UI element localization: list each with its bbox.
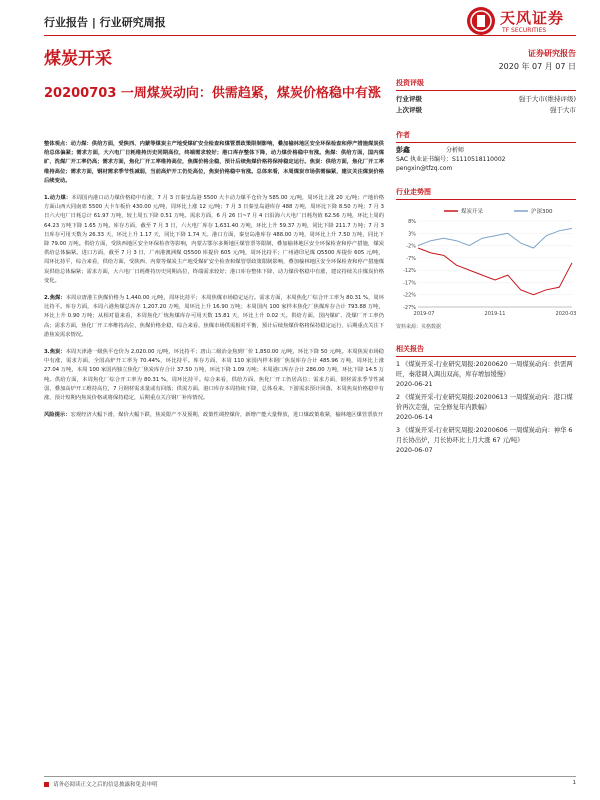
related-section-title: 相关报告 bbox=[396, 344, 576, 357]
y-tick-label: -2% bbox=[406, 243, 416, 250]
industry-name: 煤炭开采 bbox=[44, 49, 112, 69]
related-report-date: 2020-06-07 bbox=[396, 447, 433, 454]
x-tick-label: 2020-03 bbox=[555, 311, 576, 317]
author-name: 彭鑫 bbox=[396, 146, 410, 154]
chart-source: 资料来源：贝格数据 bbox=[396, 324, 442, 330]
page-number: 1 bbox=[572, 780, 576, 786]
x-tick-label: 2019-07 bbox=[413, 311, 435, 317]
author-cert: SAC 执业证书编号：S1110518110002 bbox=[396, 156, 506, 163]
y-tick-label: 8% bbox=[408, 219, 416, 225]
section-lead: 2.焦煤： bbox=[44, 295, 66, 302]
related-report-date: 2020-06-14 bbox=[396, 414, 433, 421]
section-text: 本周国内港口动力煤价格稳中有涨，7 月 3 日秦皇岛港 5500 大卡动力煤平仓价为 585.00 元/吨，周环比上涨 20 元/吨；产地价格方面山西大同南郊 5500 大卡车板价 430.00 元/吨，周环比上涨 12 元/吨；7 月 3 日秦皇岛港库存 488 万吨，周环比下降 8.50 万吨；7 月 3 日六大电厂日耗总计 61.97 万吨，较上周五下降 0.51 万吨。需求方面，6 月 26 日~7 月 4 日沿海六大电厂日耗均值 62.56 万吨，环比上周的 64.23 万吨下降 1.65 万吨。库存方面，截至 7 月 3 日，六大电厂库存 1,631.40 万吨，环比上升 59.37 万吨，同比下降 211.7 万吨；7 月 3 日库存可用天数为 26.33 天，环比上升 1.17 天，同比下降 1.74 天。港口方面，秦皇岛港库存 488.00 万吨，周环比上升 7.50 万吨，同比下降 79.00 万吨。供给方面，受陕西地区安全环保检查等影响，内蒙古鄂尔多斯地区煤管票等限制，叠加榆林地区安全环保检查和停产措施，煤炭供给总体偏紧。进口方面，截至 7 月 3 日，广州港澳洲煤 Q5500 库提价 605 元/吨，周环比持平；广州港印尼煤 Q5500 库提价 605 元/吨，周环比持平，综合来看，供给方面，受陕西、内蒙等煤炭主产地受煤矿安全检查和煤管票政策限制影响，叠加榆林地区安全环保检查和停产措施煤炭供给总体偏紧；需求方面，大六电厂日耗维持历史同期高位，终端需求较好；港口库存整体下降，动力煤价格稳中有涨，建议持续关注煤炭价格变化。 bbox=[44, 195, 384, 284]
summary-label: 整体观点： bbox=[44, 141, 71, 147]
header-divider bbox=[44, 35, 576, 36]
author-name-row bbox=[396, 146, 576, 155]
y-tick-label: -27% bbox=[403, 305, 416, 311]
rating-value: 强于大市(维持评级) bbox=[518, 95, 576, 103]
section-lead: 风险提示： bbox=[44, 412, 71, 419]
breadcrumb: 行业报告 | 行业研究周报 bbox=[44, 16, 166, 29]
author-section-title: 作者 bbox=[396, 130, 576, 143]
logo-name-en: TF SECURITIES bbox=[502, 27, 547, 34]
rating-section-title: 投资评级 bbox=[396, 78, 576, 91]
section-coke bbox=[44, 348, 384, 403]
series-line bbox=[418, 228, 572, 248]
trend-section-title: 行业走势图 bbox=[396, 187, 576, 200]
related-report-item[interactable] bbox=[396, 393, 576, 423]
related-reports bbox=[396, 344, 576, 456]
y-tick-label: -7% bbox=[406, 255, 416, 262]
series-line bbox=[418, 248, 572, 295]
x-tick-label: 2019-11 bbox=[484, 311, 506, 317]
sidebar bbox=[396, 78, 576, 459]
rating-row bbox=[396, 105, 576, 116]
section-text: 本周天津港一级焦平仓价为 2,020.00 元/吨，环比持平；唐山二级冶金焦到厂价 1,850.00 元/吨，环比下降 50 元/吨。本周焦炭市场稳中有涨，需求方面，全国高炉开工率为 70.44%，环比持平。库存方面，本周 110 家国内样本钢厂焦炭库存合计 485.96 万吨，周环比上涨 27.04 万吨，本周 100 家国内独立焦化厂焦炭库存合计 37.50 万吨，环比下降 1.09 万吨；本周港口库存合计 286.00 万吨，环比下降 14.5 万吨。供给方面，本周焦化厂综合开工率为 80.31 %，周环比持平。综合来看，供给方面，焦化厂开工仍居高位；需求方面，钢材需求季节性减弱，叠加高炉开工维持高位，7 月钢材需求量或有回落；供需方面，港口库存本周持续下降，总体看来，下游需求预计回落，本周焦炭价格稳中有涨，预计短期内焦炭价格或将保持稳定，后期重点关注钢厂补库情况。 bbox=[44, 349, 384, 402]
footer bbox=[44, 780, 576, 788]
related-report-text: 3 《煤炭开采-行业研究周报:20200606 一周煤炭动向：神华 6 月长协出炉，月长协环比上月大涨 67 元/吨》 bbox=[396, 427, 573, 444]
author-block bbox=[396, 130, 576, 173]
section-text: 本周京唐港主焦煤价格为 1,440.00 元/吨，周环比持平；本周焦煤市场稳定运行。需求方面，本周焦化厂综合开工率为 80.31 %，周环比持平。库存方面，本周六港焦煤总库存 1,207.20 万吨，周环比上升 16.90 万吨；本周国内 100 家样本焦化厂焦煤库存合计 793.88 万吨，环比上升 0.90 万吨；从相对量来看，本周焦化厂炼焦煤库存可用天数 15.81 天，环比上升 0.02 天。供给方面，国内煤矿、洗煤厂开工率仍高；需求方面，焦化厂开工率维持高位，焦煤价格企稳，综合来看，焦煤市场供需相对平衡，预计后续焦煤价格将保持稳定运行，后期重点关注下游焦炭需求情况。 bbox=[44, 295, 384, 338]
author-email[interactable]: pengxin@tfzq.com bbox=[396, 165, 453, 172]
y-tick-label: -12% bbox=[403, 268, 416, 275]
main-content bbox=[44, 140, 384, 428]
y-tick-label: -22% bbox=[403, 292, 416, 299]
footer-divider bbox=[44, 776, 576, 777]
section-lead: 3.焦炭： bbox=[44, 349, 66, 356]
author-role: 分析师 bbox=[446, 147, 465, 154]
logo-name-cn: 天风证券 bbox=[500, 9, 565, 27]
related-report-item[interactable] bbox=[396, 426, 576, 456]
trend-chart bbox=[396, 203, 576, 321]
section-risk bbox=[44, 411, 384, 420]
section-coking-coal bbox=[44, 294, 384, 340]
report-title: 20200703 一周煤炭动向：供需趋紧，煤炭价格稳中有涨 bbox=[44, 86, 381, 101]
footer-marker-icon bbox=[44, 782, 49, 787]
report-date: 2020 年 07 月 07 日 bbox=[498, 62, 576, 71]
trend-chart-block bbox=[396, 187, 576, 330]
report-type: 证券研究报告 bbox=[528, 49, 576, 58]
y-tick-label: -17% bbox=[403, 280, 416, 287]
section-thermal-coal bbox=[44, 194, 384, 286]
legend-label: 沪深300 bbox=[531, 209, 553, 215]
section-lead: 1.动力煤： bbox=[44, 195, 72, 202]
section-text: 宏观经济大幅下滑，煤价大幅下跌，焦炭限产不及预期，政策性调控煤价，新增产能大量释放，进口煤政策收紧，榆林地区煤管票放开 bbox=[70, 412, 384, 419]
summary-paragraph bbox=[44, 140, 384, 186]
y-tick-label: 3% bbox=[408, 231, 416, 238]
related-report-text: 2 《煤炭开采-行业研究周报:20200613 一周煤炭动向：港口煤价再次走强，完全修复年内跌幅》 bbox=[396, 394, 573, 411]
logo-seal-icon bbox=[466, 6, 496, 36]
rating-row bbox=[396, 94, 576, 105]
related-report-date: 2020-06-21 bbox=[396, 381, 433, 388]
summary-text: 动力煤：供给方面，受陕西、内蒙等煤炭主产地受煤矿安全检查和煤管票政策限制影响，叠加榆林地区安全环保检查和停产措施煤炭供给总体偏紧；需求方面，大六电厂日耗维持历史同期高位，终端需求较好；港口库存整体下降，动力煤价格稳中有涨。焦煤：供给方面，国内煤矿、洗煤厂开工率仍高；需求方面，焦化厂开工率维持高位，焦煤价格企稳，预计后续焦煤价格将保持稳定运行。焦炭：供给方面，焦化厂开工率维持高位；需求方面，钢材需求季节性减弱，当前高炉开工仍处高位，焦炭价格稳中有涨。总体来看，本周煤炭市场供需偏紧，建议关注煤炭价格后续变动。 bbox=[44, 141, 384, 184]
rating-value: 强于大市 bbox=[550, 106, 576, 114]
footer-disclaimer: 请务必阅读正文之后的信息披露和免责申明 bbox=[53, 782, 158, 788]
legend-label: 煤炭开采 bbox=[461, 209, 484, 215]
related-report-text: 1 《煤炭开采-行业研究周报:20200620 一周煤炭动向：供需两旺，秦港调入调出双高，库存增加缓慢》 bbox=[396, 361, 573, 378]
related-report-item[interactable] bbox=[396, 360, 576, 390]
rating-key: 上次评级 bbox=[396, 106, 422, 114]
rating-key: 行业评级 bbox=[396, 95, 422, 103]
